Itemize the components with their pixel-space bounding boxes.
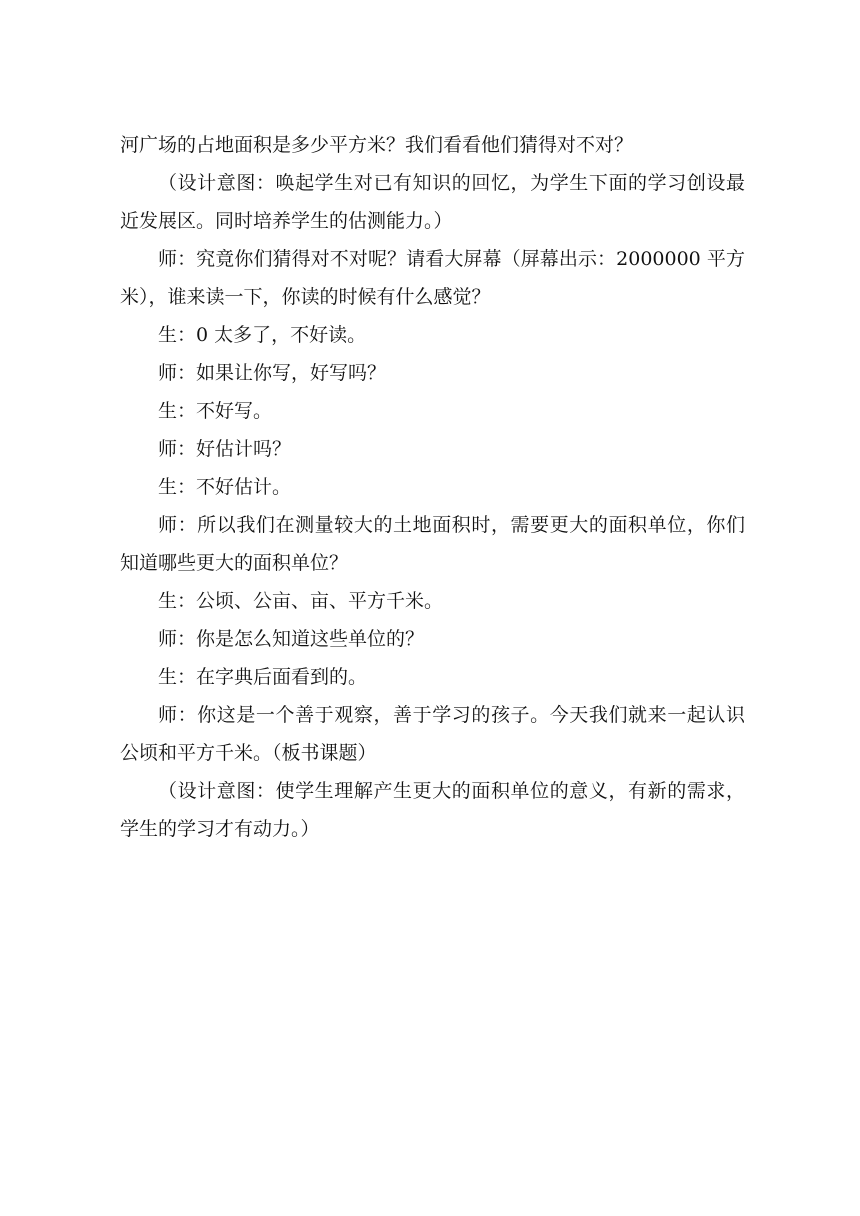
paragraph-teacher-2: 师：如果让你写，好写吗？ [158, 362, 387, 384]
document-body [120, 126, 745, 848]
paragraph-teacher-5: 师：你是怎么知道这些单位的？ [158, 628, 425, 650]
paragraph-teacher-6: 师：你这是一个善于观察，善于学习的孩子。今天我们就来一起认识公顷和平方千米。（板书课题） [120, 704, 745, 764]
paragraph-student-4: 生：公顷、公亩、亩、平方千米。 [158, 590, 444, 612]
paragraph-design-intent-1: （设计意图：唤起学生对已有知识的回忆，为学生下面的学习创设最近发展区。同时培养学生的估测能力。） [120, 172, 745, 232]
paragraph-teacher-1: 师：究竟你们猜得对不对呢？请看大屏幕（屏幕出示：2000000 平方米），谁来读一下，你读的时候有什么感觉？ [120, 248, 745, 308]
paragraph-student-3: 生：不好估计。 [158, 476, 292, 498]
paragraph-teacher-3: 师：好估计吗？ [158, 438, 292, 460]
paragraph-design-intent-2: （设计意图：使学生理解产生更大的面积单位的意义，有新的需求，学生的学习才有动力。） [120, 780, 745, 840]
paragraph-student-1: 生：0 太多了，不好读。 [158, 324, 367, 346]
paragraph-student-5: 生：在字典后面看到的。 [158, 666, 368, 688]
paragraph-student-2: 生：不好写。 [158, 400, 273, 422]
paragraph-continuation: 河广场的占地面积是多少平方米？我们看看他们猜得对不对？ [120, 134, 634, 156]
paragraph-teacher-4: 师：所以我们在测量较大的土地面积时，需要更大的面积单位，你们知道哪些更大的面积单位？ [120, 514, 745, 574]
